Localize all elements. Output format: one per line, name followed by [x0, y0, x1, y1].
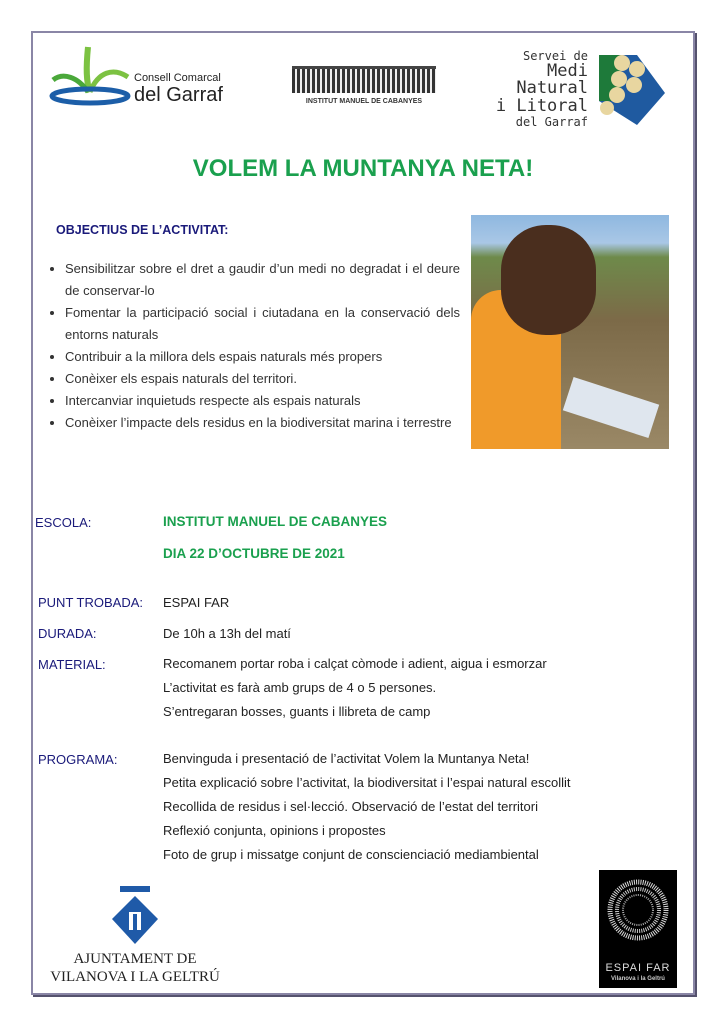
institut-logo-text: INSTITUT MANUEL DE CABANYES	[305, 98, 423, 105]
espai-far-title: ESPAI FAR	[605, 962, 671, 974]
school-value: INSTITUT MANUEL DE CABANYES	[163, 514, 388, 529]
activity-photo	[471, 215, 669, 449]
objective-item: • Fomentar la participació social i ciutadana en la conservació dels entorns naturals	[65, 302, 460, 346]
material-label: MATERIAL:	[38, 657, 106, 672]
photo-hair	[501, 225, 596, 335]
servei-line2: Medi Natural	[516, 60, 588, 99]
objectives-list	[38, 258, 460, 434]
photo-notebook	[563, 377, 659, 438]
consell-line1: Consell Comarcal	[134, 72, 221, 84]
program-label: PROGRAMA:	[38, 752, 118, 767]
material-lines	[163, 652, 547, 724]
ajuntament-logo	[45, 950, 225, 986]
objective-item: • Conèixer els espais naturals del territori.	[65, 368, 460, 390]
objective-item: • Intercanviar inquietuds respecte als espais naturals	[65, 390, 460, 412]
institut-logo	[288, 58, 440, 112]
espai-far-logo	[599, 870, 677, 988]
consell-line2: del Garraf	[134, 84, 223, 106]
page-title: VOLEM LA MUNTANYA NETA!	[192, 155, 534, 182]
ajuntament-line2: VILANOVA I LA GELTRÚ	[50, 969, 220, 985]
servei-logo	[470, 50, 588, 129]
espai-far-rings-icon	[606, 878, 670, 942]
building-icon	[292, 66, 436, 93]
objectives-heading: OBJECTIUS DE L’ACTIVITAT:	[56, 223, 229, 237]
duration-label: DURADA:	[38, 626, 97, 641]
plant-icon	[48, 42, 133, 106]
material-line: L’activitat es farà amb grups de 4 o 5 persones.	[163, 680, 437, 695]
servei-line1: Servei de	[522, 49, 588, 63]
espai-far-subtitle: Vilanova i la Geltrú	[611, 976, 665, 982]
program-line: Reflexió conjunta, opinions i propostes	[163, 823, 386, 838]
meeting-label: PUNT TROBADA:	[38, 595, 143, 610]
school-label: ESCOLA:	[35, 515, 92, 530]
program-line: Recollida de residus i sel·lecció. Observació de l’estat del territori	[163, 799, 538, 814]
date-value: DIA 22 D’OCTUBRE DE 2021	[163, 546, 345, 561]
program-line: Foto de grup i missatge conjunt de conscienciació mediambiental	[163, 847, 539, 862]
material-line: Recomanem portar roba i calçat còmode i adient, aigua i esmorzar	[163, 656, 547, 671]
servei-line4: del Garraf	[515, 115, 588, 130]
program-line: Petita explicació sobre l’activitat, la biodiversitat i l’espai natural escollit	[163, 775, 571, 790]
servei-emblem-icon	[597, 53, 667, 127]
objective-item: • Contribuir a la millora dels espais naturals més propers	[65, 346, 460, 368]
objective-item: • Conèixer l’impacte dels residus en la biodiversitat marina i terrestre	[65, 412, 460, 434]
objective-item: • Sensibilitzar sobre el dret a gaudir d’un medi no degradat i el deure de conservar-lo	[65, 258, 460, 302]
program-lines	[163, 747, 571, 867]
ajuntament-shield-icon	[110, 884, 160, 946]
material-line: S’entregaran bosses, guants i llibreta de camp	[163, 704, 431, 719]
meeting-value: ESPAI FAR	[163, 595, 230, 610]
program-line: Benvinguda i presentació de l’activitat Volem la Muntanya Neta!	[163, 751, 530, 766]
servei-line3: i Litoral	[495, 96, 588, 117]
ajuntament-line1: AJUNTAMENT DE	[73, 951, 197, 967]
consell-comarcal-logo	[48, 42, 238, 106]
duration-value: De 10h a 13h del matí	[163, 626, 291, 641]
